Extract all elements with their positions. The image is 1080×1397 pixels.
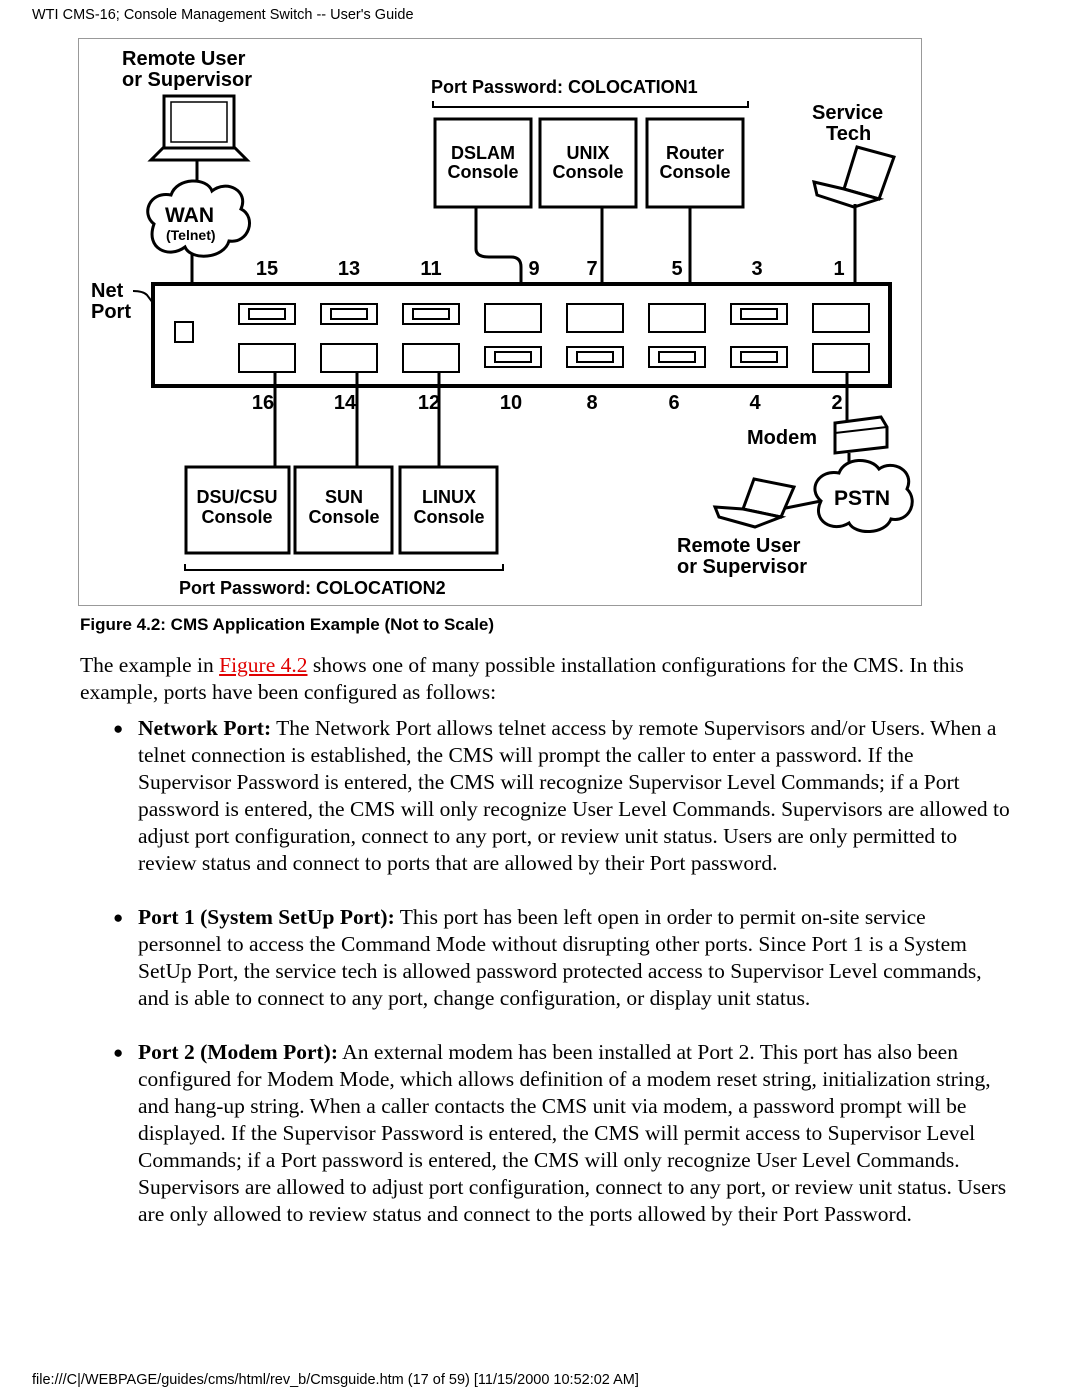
bullet-icon: ● <box>113 908 124 927</box>
page-footer: file:///C|/WEBPAGE/guides/cms/html/rev_b/Cmsguide.htm (17 of 59) [11/15/2000 10:52:02 AM] <box>32 1372 639 1388</box>
figure-4-2 <box>78 38 922 606</box>
remote-user-top-label-1: Remote User <box>122 48 246 70</box>
wan-label: WAN <box>165 204 214 227</box>
service-tech-label-1: Service <box>812 102 884 124</box>
svg-text:Console: Console <box>447 162 519 182</box>
list-item: ● Port 2 (Modem Port): An external modem has been installed at Port 2. This port has also been configured for Modem Mode, which allows definition of a modem reset string, initialization string, and hang-up string. When a caller contacts the CMS unit via modem, a password prompt will be displayed. If the Supervisor Password is entered, the CMS will permit access to Supervisor Level Commands; if a Port password is entered, the CMS will only recognize User Level Commands. Supervisors are allowed to adjust port configuration, connect to any port, or review unit status. Users are only allowed to review status and connect to the ports allowed by their Port Password. <box>113 1040 1007 1226</box>
figure-link[interactable]: Figure 4.2 <box>219 653 308 677</box>
svg-text:3: 3 <box>751 258 763 280</box>
unix-console <box>540 119 636 207</box>
port-config-list <box>80 715 1010 1228</box>
body-text <box>80 652 1010 1255</box>
svg-text:Console: Console <box>308 507 380 527</box>
top-port-numbers <box>256 258 845 280</box>
dslam-console <box>435 119 531 207</box>
net-port-label-1: Net <box>91 280 124 302</box>
svg-text:9: 9 <box>528 258 540 280</box>
svg-text:5: 5 <box>671 258 683 280</box>
svg-text:2: 2 <box>831 392 843 414</box>
cms-unit <box>153 284 890 386</box>
bullet-icon: ● <box>113 719 124 738</box>
net-port-label-2: Port <box>91 301 131 323</box>
router-console <box>647 119 743 207</box>
figure-caption: Figure 4.2: CMS Application Example (Not to Scale) <box>80 615 495 634</box>
list-item: ● Network Port: The Network Port allows telnet access by remote Supervisors and/or Users. When a telnet connection is established, the CMS will prompt the caller to enter a password. If the Supervisor Password is entered, the CMS will recognize Supervisor Level Commands; if a Port password is entered, the CMS will only recognize User Level Commands. Supervisors are allowed to adjust port configuration, connect to any port, or review unit status. Users are only permitted to review status and connect to ports that are allowed by their Port password. <box>113 716 1010 875</box>
page-header: WTI CMS-16; Console Management Switch -- User's Guide <box>32 7 414 23</box>
svg-text:6: 6 <box>668 392 680 414</box>
list-item: ● Port 1 (System SetUp Port): This port has been left open in order to permit on-site service personnel to access the Command Mode without disrupting other ports. Since Port 1 is a System SetUp Port, the service tech is allowed password protected access to Supervisor Level commands, and is able to connect to any port, change configuration, or display unit status. <box>113 905 982 1010</box>
intro-paragraph: The example in Figure 4.2 shows one of many possible installation configurations for the CMS. In this example, ports have been configured as follows: <box>80 653 964 704</box>
svg-text:Router: Router <box>666 143 724 163</box>
svg-text:4: 4 <box>749 392 761 414</box>
remote-user-bottom-laptop-icon <box>715 479 794 527</box>
telnet-label: (Telnet) <box>166 227 216 243</box>
port-password-top-label: Port Password: COLOCATION1 <box>431 77 698 97</box>
svg-text:DSLAM: DSLAM <box>451 143 515 163</box>
svg-text:Console: Console <box>413 507 485 527</box>
pstn-label: PSTN <box>834 487 891 510</box>
bottom-port-numbers <box>252 392 843 414</box>
cms-diagram <box>79 39 921 605</box>
dsu-csu-console <box>186 467 289 553</box>
modem-icon <box>835 417 887 453</box>
remote-user-bottom-label-2: or Supervisor <box>677 556 808 578</box>
svg-text:1: 1 <box>833 258 845 280</box>
remote-user-top-label-2: or Supervisor <box>122 69 253 91</box>
svg-text:Console: Console <box>201 507 273 527</box>
svg-text:Console: Console <box>659 162 731 182</box>
service-tech-label-2: Tech <box>826 123 872 145</box>
service-tech-laptop-icon <box>814 147 894 207</box>
svg-text:10: 10 <box>499 392 523 414</box>
sun-console <box>295 467 392 553</box>
svg-text:Console: Console <box>552 162 624 182</box>
svg-text:13: 13 <box>337 258 361 280</box>
svg-text:11: 11 <box>420 258 442 280</box>
svg-text:12: 12 <box>417 392 441 414</box>
remote-user-bottom-label-1: Remote User <box>677 535 801 557</box>
svg-text:16: 16 <box>251 392 275 414</box>
svg-text:DSU/CSU: DSU/CSU <box>196 487 278 507</box>
bullet-icon: ● <box>113 1043 124 1062</box>
remote-user-laptop-icon <box>151 96 247 189</box>
svg-text:14: 14 <box>333 392 357 414</box>
svg-text:LINUX: LINUX <box>422 487 476 507</box>
svg-text:8: 8 <box>586 392 598 414</box>
svg-text:7: 7 <box>586 258 598 280</box>
port-password-bottom-label: Port Password: COLOCATION2 <box>179 578 446 598</box>
svg-text:UNIX: UNIX <box>566 143 610 163</box>
linux-console <box>400 467 497 553</box>
svg-text:15: 15 <box>255 258 279 280</box>
modem-label: Modem <box>747 427 817 449</box>
svg-text:SUN: SUN <box>324 487 364 507</box>
